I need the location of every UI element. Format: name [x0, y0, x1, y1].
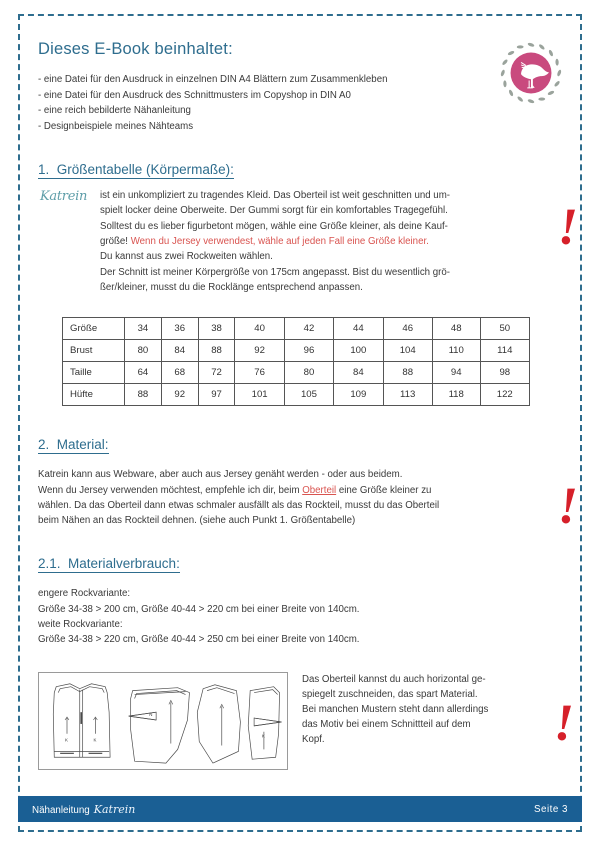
page-number: Seite 3 — [533, 803, 568, 815]
table-cell: 94 — [432, 362, 480, 384]
table-row — [63, 362, 530, 384]
svg-text:K: K — [65, 737, 68, 743]
exclamation-mark-icon: ! — [557, 198, 578, 256]
svg-text:K: K — [261, 733, 265, 739]
bird-in-wreath-logo-icon — [500, 42, 562, 104]
table-body — [63, 318, 530, 406]
illustration-section — [38, 672, 574, 770]
table-cell: 50 — [480, 318, 529, 340]
table-cell: 84 — [161, 340, 198, 362]
table-cell: 88 — [198, 340, 235, 362]
row-label: Brust — [63, 340, 125, 362]
table-cell: 76 — [235, 362, 284, 384]
table-cell: 88 — [383, 362, 432, 384]
table-cell: 96 — [284, 340, 333, 362]
list-item: - eine Datei für den Ausdruck des Schnittmusters im Copyshop in DIN A0 — [38, 89, 351, 101]
intro-line: Der Schnitt ist meiner Körpergröße von 175cm angepasst. Bist du wesentlich grö- — [100, 266, 450, 278]
table-cell: 122 — [480, 384, 529, 406]
table-cell: 110 — [432, 340, 480, 362]
materialverbrauch-paragraph — [38, 586, 562, 647]
mirroring-tip-text — [302, 672, 574, 770]
table-cell: 101 — [235, 384, 284, 406]
page-title: Dieses E-Book beinhaltet: — [38, 40, 233, 58]
section-21-heading: 2.1. Materialverbrauch: — [38, 556, 180, 572]
intro-line: Solltest du es lieber figurbetont mögen, wähle eine Größe kleiner, als deine Kauf- — [100, 220, 448, 232]
intro-line: Du kannst aus zwei Rockweiten wählen. — [100, 251, 273, 263]
section-materialverbrauch — [38, 556, 562, 647]
footer-brand — [32, 803, 135, 816]
tip-line: das Motiv bei einem Schnittteil auf dem — [302, 718, 471, 730]
section-groessentabelle — [38, 161, 578, 406]
footer-katrein-script: Katrein — [93, 802, 136, 816]
tip-line: Das Oberteil kannst du auch horizontal ge- — [302, 673, 486, 685]
table-cell: 42 — [284, 318, 333, 340]
svg-text:N: N — [149, 711, 153, 717]
oberteil-link[interactable]: Oberteil — [302, 484, 337, 496]
svg-text:K: K — [93, 737, 97, 743]
tip-line: Bei manchen Mustern steht dann allerdings — [302, 703, 489, 715]
ebook-contents-list — [38, 72, 562, 135]
intro-paragraph — [100, 188, 562, 295]
table-cell: 98 — [480, 362, 529, 384]
table-cell: 46 — [383, 318, 432, 340]
list-item: - eine Datei für den Ausdruck in einzelnen DIN A4 Blättern zum Zusammenkleben — [38, 74, 388, 85]
table-cell: 97 — [198, 384, 235, 406]
consumption-line: Größe 34-38 > 200 cm, Größe 40-44 > 220 cm bei einer Breite von 140cm. — [38, 603, 360, 615]
table-cell: 68 — [161, 362, 198, 384]
table-cell: 88 — [125, 384, 162, 406]
table-cell: 38 — [198, 318, 235, 340]
consumption-line: weite Rockvariante: — [38, 619, 123, 631]
material-line-with-link — [38, 483, 562, 498]
table-row — [63, 384, 530, 406]
material-line: beim Nähen an das Rockteil dehnen. (siehe auch Punkt 1. Größentabelle) — [38, 515, 356, 527]
intro-line: ßer/kleiner, musst du die Rocklänge entsprechend anpassen. — [100, 281, 363, 293]
consumption-line: engere Rockvariante: — [38, 588, 131, 600]
table-cell: 64 — [125, 362, 162, 384]
material-line-suffix: eine Größe kleiner zu — [336, 484, 432, 496]
table-cell: 92 — [161, 384, 198, 406]
table-cell: 92 — [235, 340, 284, 362]
table-cell: 80 — [284, 362, 333, 384]
material-line: Katrein kann aus Webware, aber auch aus Jersey genäht werden - oder aus beidem. — [38, 469, 403, 481]
table-cell: 113 — [383, 384, 432, 406]
table-cell: 100 — [334, 340, 383, 362]
pattern-pieces-diagram-icon — [38, 672, 288, 770]
table-cell: 36 — [161, 318, 198, 340]
table-cell: 80 — [125, 340, 162, 362]
table-cell: 104 — [383, 340, 432, 362]
intro-line-prefix: größe! — [100, 235, 128, 247]
material-line-prefix: Wenn du Jersey verwenden möchtest, empfehle ich dir, beim — [38, 484, 303, 496]
exclamation-mark-icon: ! — [553, 694, 574, 752]
list-item: - eine reich bebilderte Nähanleitung — [38, 105, 191, 117]
row-label: Größe — [63, 318, 125, 340]
tip-line: Kopf. — [302, 733, 325, 745]
katrein-brand-script: Katrein — [40, 188, 88, 204]
exclamation-mark-icon: ! — [557, 478, 578, 536]
table-cell: 84 — [334, 362, 383, 384]
table-row — [63, 340, 530, 362]
intro-line: spielt locker deine Oberweite. Der Gummi sorgt für ein komfortables Tragegefühl. — [100, 205, 448, 217]
section-1-intro — [38, 188, 578, 295]
table-cell: 109 — [334, 384, 383, 406]
intro-line-warning — [100, 234, 562, 249]
table-cell: 44 — [334, 318, 383, 340]
tip-line: spiegelt zuschneiden, das spart Material. — [302, 688, 478, 700]
intro-line: ist ein unkompliziert zu tragendes Kleid. Das Oberteil ist weit geschnitten und um- — [100, 189, 450, 201]
size-measurements-table — [62, 317, 530, 406]
table-cell: 40 — [235, 318, 284, 340]
table-cell: 34 — [125, 318, 162, 340]
table-cell: 105 — [284, 384, 333, 406]
jersey-warning-text: Wenn du Jersey verwendest, wähle auf jeden Fall eine Größe kleiner. — [130, 235, 429, 247]
consumption-line: Größe 34-38 > 220 cm, Größe 40-44 > 250 cm bei einer Breite von 140cm. — [38, 634, 360, 646]
table-cell: 118 — [432, 384, 480, 406]
table-cell: 114 — [480, 340, 529, 362]
table-row — [63, 318, 530, 340]
section-2-heading: 2. Material: — [38, 437, 109, 453]
table-cell: 72 — [198, 362, 235, 384]
section-1-heading: 1. Größentabelle (Körpermaße): — [38, 161, 234, 177]
row-label: Hüfte — [63, 384, 125, 406]
material-line: wählen. Da das Oberteil dann etwas schmaler ausfällt als das Rockteil, musst du das Oberteil — [38, 499, 440, 511]
table-cell: 48 — [432, 318, 480, 340]
material-paragraph — [38, 467, 562, 528]
page-content — [38, 40, 578, 770]
footer-label: Nähanleitung — [32, 804, 90, 816]
row-label: Taille — [63, 362, 125, 384]
list-item: - Designbeispiele meines Nähteams — [38, 121, 194, 133]
page-footer — [18, 796, 582, 822]
section-material — [38, 436, 578, 536]
header-section — [38, 40, 562, 135]
